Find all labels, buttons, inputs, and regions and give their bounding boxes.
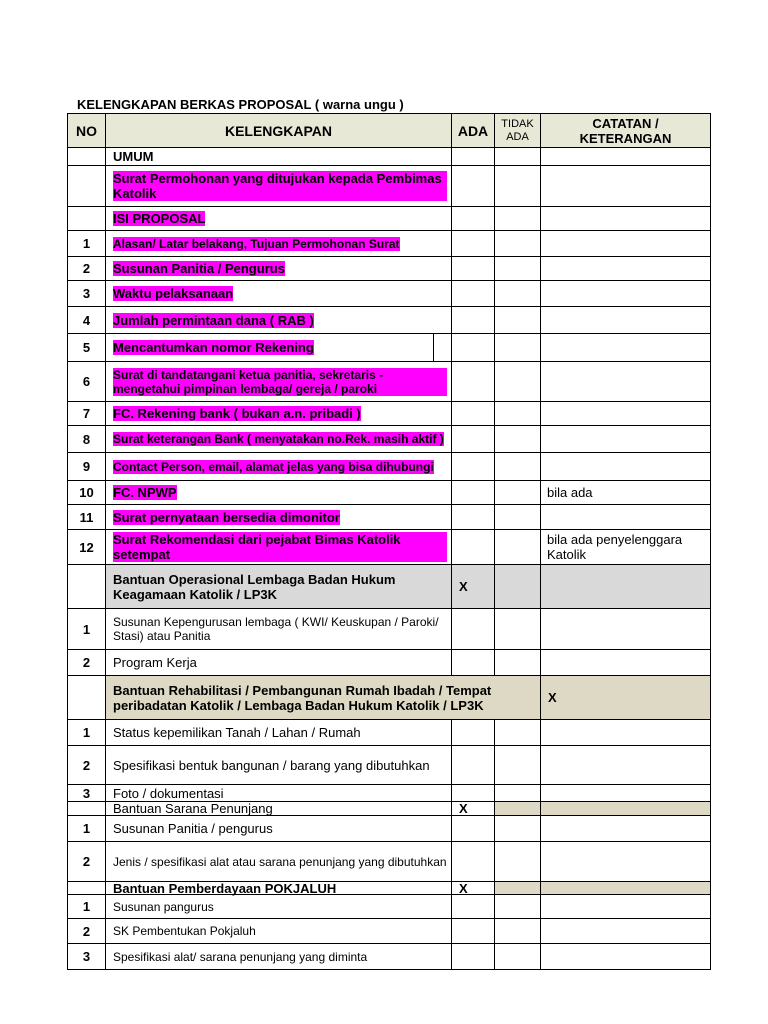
row-text (105, 401, 452, 426)
mark-x: X (451, 801, 495, 816)
tidak-ada-cell (494, 881, 541, 895)
row-text: Bantuan Pemberdayaan POKJALUH (105, 881, 452, 895)
row-text (105, 230, 452, 257)
catatan-cell (540, 256, 711, 281)
tidak-ada-cell (494, 206, 541, 231)
ada-cell (451, 943, 495, 970)
row-text: Bantuan Operasional Lembaga Badan Hukum Keagamaan Katolik / LP3K (105, 564, 452, 609)
row-number: 2 (67, 256, 106, 281)
row-number: 2 (67, 918, 106, 944)
ada-cell (451, 165, 495, 207)
ada-cell (451, 745, 495, 785)
ada-cell (451, 425, 495, 453)
checklist-table (68, 114, 711, 970)
catatan-cell (540, 719, 711, 746)
highlighted-text: Mencantumkan nomor Rekening (113, 340, 314, 355)
ada-cell (451, 815, 495, 842)
tidak-ada-cell (494, 745, 541, 785)
catatan-cell (540, 943, 711, 970)
catatan-cell (540, 206, 711, 231)
row-number: 11 (67, 504, 106, 530)
highlighted-text: FC. Rekening bank ( bukan a.n. pribadi ) (113, 406, 361, 421)
header-ada: ADA (451, 113, 495, 148)
catatan-cell (540, 801, 711, 816)
ada-cell (451, 784, 495, 802)
tidak-ada-cell (494, 425, 541, 453)
catatan-cell (540, 504, 711, 530)
ada-cell (451, 306, 495, 334)
catatan-cell (540, 306, 711, 334)
catatan-cell (540, 881, 711, 895)
ada-cell (451, 147, 495, 166)
highlighted-text: Alasan/ Latar belakang, Tujuan Permohonan Surat (113, 236, 400, 251)
catatan-cell (540, 333, 711, 362)
row-number: 3 (67, 784, 106, 802)
ada-cell (451, 230, 495, 257)
ada-cell (451, 206, 495, 231)
row-number: 1 (67, 815, 106, 842)
row-number: 3 (67, 280, 106, 307)
highlighted-text: Surat pernyataan bersedia dimonitor (113, 509, 340, 525)
catatan-cell (540, 147, 711, 166)
row-text: Spesifikasi bentuk bangunan / barang yang dibutuhkan (105, 745, 452, 785)
highlighted-text: Surat keterangan Bank ( menyatakan no.Rek. masih aktif ) (113, 432, 444, 446)
tidak-ada-cell (494, 480, 541, 505)
ada-cell (451, 280, 495, 307)
row-number: 1 (67, 719, 106, 746)
row-text (105, 529, 452, 565)
row-number (67, 147, 106, 166)
ada-cell (451, 719, 495, 746)
tidak-ada-cell (494, 280, 541, 307)
tidak-ada-cell (494, 918, 541, 944)
tidak-ada-cell (494, 943, 541, 970)
tidak-ada-cell (494, 529, 541, 565)
ada-cell (451, 529, 495, 565)
tidak-ada-cell (494, 564, 541, 609)
row-number (67, 206, 106, 231)
catatan-cell (540, 784, 711, 802)
row-number: 7 (67, 401, 106, 426)
catatan-cell (540, 280, 711, 307)
mark-x: X (540, 675, 711, 720)
tidak-ada-cell (494, 504, 541, 530)
title-sub: ( warna ungu ) (314, 97, 404, 112)
header-tidak-ada: TIDAK ADA (494, 113, 541, 148)
row-number (67, 564, 106, 609)
tidak-ada-cell (494, 361, 541, 402)
tidak-ada-cell (494, 815, 541, 842)
ada-cell (451, 504, 495, 530)
row-number: 1 (67, 230, 106, 257)
tidak-ada-cell (494, 649, 541, 676)
document-title (77, 97, 404, 112)
highlighted-text: Jumlah permintaan dana ( RAB ) (113, 312, 314, 328)
row-number: 2 (67, 649, 106, 676)
tidak-ada-cell (494, 608, 541, 650)
row-text (105, 165, 452, 207)
highlighted-text: Susunan Panitia / Pengurus (113, 261, 285, 276)
row-text (105, 280, 452, 307)
ada-cell (451, 452, 495, 481)
highlighted-text: Waktu pelaksanaan (113, 286, 234, 301)
tidak-ada-cell (494, 333, 541, 362)
ada-cell (451, 894, 495, 919)
row-number (67, 801, 106, 816)
tidak-ada-cell (494, 306, 541, 334)
row-text (105, 425, 452, 453)
row-text (105, 361, 452, 402)
row-text (105, 504, 452, 530)
row-number: 3 (67, 943, 106, 970)
row-text (105, 333, 452, 362)
catatan-cell (540, 361, 711, 402)
tidak-ada-cell (494, 256, 541, 281)
tidak-ada-cell (494, 784, 541, 802)
mark-x: X (451, 564, 495, 609)
row-text (105, 452, 452, 481)
highlighted-text: Surat Rekomendasi dari pejabat Bimas Katolik setempat (113, 532, 447, 562)
catatan-cell (540, 815, 711, 842)
row-number: 8 (67, 425, 106, 453)
header-catatan: CATATAN / KETERANGAN (540, 113, 711, 148)
catatan-cell (540, 401, 711, 426)
tidak-ada-cell (494, 894, 541, 919)
row-text: Bantuan Rehabilitasi / Pembangunan Rumah Ibadah / Tempat peribadatan Katolik / Lembaga Badan Hukum Katolik / LP3K (105, 675, 541, 720)
row-number: 4 (67, 306, 106, 334)
tidak-ada-cell (494, 452, 541, 481)
mark-x: X (451, 881, 495, 895)
highlighted-text: Contact Person, email, alamat jelas yang bisa dihubungi (113, 459, 434, 474)
ada-cell (451, 841, 495, 882)
row-number: 9 (67, 452, 106, 481)
ada-cell (451, 480, 495, 505)
ada-cell (451, 256, 495, 281)
tidak-ada-cell (494, 147, 541, 166)
row-number (67, 165, 106, 207)
catatan-cell: bila ada (540, 480, 711, 505)
ada-cell (451, 361, 495, 402)
title-main: KELENGKAPAN BERKAS PROPOSAL (77, 97, 315, 112)
row-number: 1 (67, 894, 106, 919)
catatan-cell (540, 894, 711, 919)
row-number: 1 (67, 608, 106, 650)
row-text: Susunan Panitia / pengurus (105, 815, 452, 842)
catatan-cell: bila ada penyelenggara Katolik (540, 529, 711, 565)
row-text (105, 480, 452, 505)
tidak-ada-cell (494, 719, 541, 746)
catatan-cell (540, 918, 711, 944)
catatan-cell (540, 841, 711, 882)
row-number: 6 (67, 361, 106, 402)
row-number: 2 (67, 841, 106, 882)
row-text: Susunan pangurus (105, 894, 452, 919)
highlighted-text: ISI PROPOSAL (113, 211, 206, 226)
catatan-cell (540, 230, 711, 257)
header-kelengkapan: KELENGKAPAN (105, 113, 452, 148)
row-number: 2 (67, 745, 106, 785)
header-no: NO (67, 113, 106, 148)
catatan-cell (540, 564, 711, 609)
row-text: SK Pembentukan Pokjaluh (105, 918, 452, 944)
highlighted-text: FC. NPWP (113, 485, 177, 500)
tidak-ada-cell (494, 165, 541, 207)
row-text: Susunan Kepengurusan lembaga ( KWI/ Keuskupan / Paroki/ Stasi) atau Panitia (105, 608, 452, 650)
tidak-ada-cell (494, 230, 541, 257)
catatan-cell (540, 452, 711, 481)
catatan-cell (540, 425, 711, 453)
ada-cell (433, 333, 495, 362)
row-text: Spesifikasi alat/ sarana penunjang yang diminta (105, 943, 452, 970)
catatan-cell (540, 608, 711, 650)
row-text (105, 206, 452, 231)
row-number (67, 881, 106, 895)
row-text: Status kepemilikan Tanah / Lahan / Rumah (105, 719, 452, 746)
row-number: 10 (67, 480, 106, 505)
row-text (105, 256, 452, 281)
ada-cell (451, 649, 495, 676)
highlighted-text: Surat Permohonan yang ditujukan kepada Pembimas Katolik (113, 171, 447, 201)
tidak-ada-cell (494, 801, 541, 816)
highlighted-text: Surat di tandatangani ketua panitia, sekretaris - mengetahui pimpinan lembaga/ gereja / paroki (113, 368, 447, 396)
row-text: Bantuan Sarana Penunjang (105, 801, 452, 816)
row-text: Jenis / spesifikasi alat atau sarana penunjang yang dibutuhkan (105, 841, 452, 882)
ada-cell (451, 608, 495, 650)
catatan-cell (540, 649, 711, 676)
tidak-ada-cell (494, 841, 541, 882)
row-number: 12 (67, 529, 106, 565)
tidak-ada-cell (494, 401, 541, 426)
row-number (67, 675, 106, 720)
catatan-cell (540, 745, 711, 785)
ada-cell (451, 918, 495, 944)
catatan-cell (540, 165, 711, 207)
row-text: Program Kerja (105, 649, 452, 676)
row-number: 5 (67, 333, 106, 362)
row-text: Foto / dokumentasi (105, 784, 452, 802)
row-text (105, 306, 452, 334)
row-text: UMUM (105, 147, 452, 166)
ada-cell (451, 401, 495, 426)
